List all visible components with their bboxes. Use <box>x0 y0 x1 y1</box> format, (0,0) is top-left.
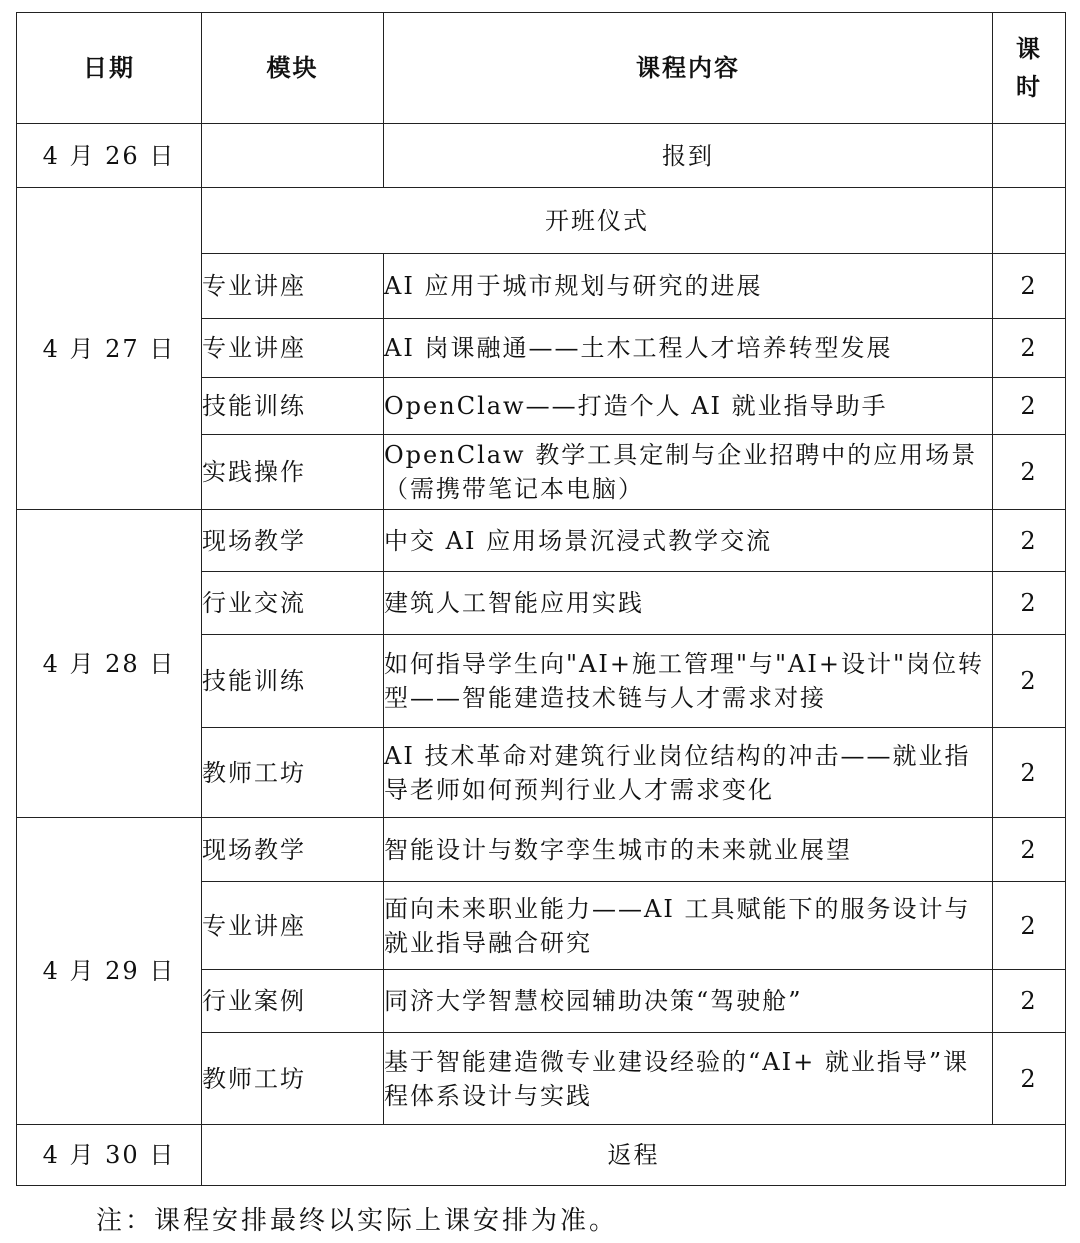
hours-cell-empty <box>993 188 1066 254</box>
schedule-table <box>16 12 1066 1186</box>
date-cell: 4 月 30 日 <box>17 1125 202 1186</box>
hours-cell: 2 <box>993 319 1066 378</box>
table-row <box>17 818 1066 882</box>
hours-cell: 2 <box>993 378 1066 435</box>
content-cell: OpenClaw 教学工具定制与企业招聘中的应用场景（需携带笔记本电脑） <box>384 435 993 510</box>
content-cell: 返程 <box>202 1125 1066 1186</box>
module-cell: 行业交流 <box>202 572 384 635</box>
table-row <box>17 124 1066 188</box>
date-cell: 4 月 29 日 <box>17 818 202 1125</box>
header-row <box>17 13 1066 124</box>
hours-cell: 2 <box>993 818 1066 882</box>
content-cell: 中交 AI 应用场景沉浸式教学交流 <box>384 510 993 572</box>
content-cell: OpenClaw——打造个人 AI 就业指导助手 <box>384 378 993 435</box>
date-cell: 4 月 28 日 <box>17 510 202 818</box>
module-cell: 现场教学 <box>202 510 384 572</box>
hours-cell-empty <box>993 124 1066 188</box>
module-cell: 行业案例 <box>202 970 384 1033</box>
date-cell: 4 月 27 日 <box>17 188 202 510</box>
content-cell: 如何指导学生向"AI+施工管理"与"AI+设计"岗位转型——智能建造技术链与人才需求对接 <box>384 635 993 728</box>
table-row <box>17 188 1066 254</box>
hours-cell: 2 <box>993 254 1066 319</box>
hours-cell: 2 <box>993 435 1066 510</box>
header-date: 日期 <box>17 13 202 124</box>
hours-cell: 2 <box>993 572 1066 635</box>
content-cell: 开班仪式 <box>202 188 993 254</box>
content-cell: 面向未来职业能力——AI 工具赋能下的服务设计与就业指导融合研究 <box>384 882 993 970</box>
hours-cell: 2 <box>993 970 1066 1033</box>
header-hours-line1: 课 <box>1016 34 1042 63</box>
module-cell: 教师工坊 <box>202 728 384 818</box>
module-cell: 教师工坊 <box>202 1033 384 1125</box>
footnote: 注：课程安排最终以实际上课安排为准。 <box>96 1206 619 1236</box>
header-hours <box>993 13 1066 124</box>
module-cell: 专业讲座 <box>202 319 384 378</box>
module-cell: 技能训练 <box>202 635 384 728</box>
content-cell: AI 岗课融通——土木工程人才培养转型发展 <box>384 319 993 378</box>
header-content: 课程内容 <box>384 13 993 124</box>
header-hours-line2: 时 <box>1016 72 1042 101</box>
content-cell: 基于智能建造微专业建设经验的“AI+ 就业指导”课程体系设计与实践 <box>384 1033 993 1125</box>
hours-cell: 2 <box>993 510 1066 572</box>
module-cell: 现场教学 <box>202 818 384 882</box>
date-cell: 4 月 26 日 <box>17 124 202 188</box>
module-cell: 专业讲座 <box>202 254 384 319</box>
hours-cell: 2 <box>993 728 1066 818</box>
content-cell: 报到 <box>384 124 993 188</box>
hours-cell: 2 <box>993 635 1066 728</box>
table-row <box>17 1125 1066 1186</box>
hours-cell: 2 <box>993 882 1066 970</box>
content-cell: AI 应用于城市规划与研究的进展 <box>384 254 993 319</box>
content-cell: AI 技术革命对建筑行业岗位结构的冲击——就业指导老师如何预判行业人才需求变化 <box>384 728 993 818</box>
hours-cell: 2 <box>993 1033 1066 1125</box>
header-module: 模块 <box>202 13 384 124</box>
module-cell: 专业讲座 <box>202 882 384 970</box>
module-cell: 实践操作 <box>202 435 384 510</box>
content-cell: 同济大学智慧校园辅助决策“驾驶舱” <box>384 970 993 1033</box>
table-row <box>17 510 1066 572</box>
content-cell: 智能设计与数字孪生城市的未来就业展望 <box>384 818 993 882</box>
content-cell: 建筑人工智能应用实践 <box>384 572 993 635</box>
module-cell-empty <box>202 124 384 188</box>
module-cell: 技能训练 <box>202 378 384 435</box>
